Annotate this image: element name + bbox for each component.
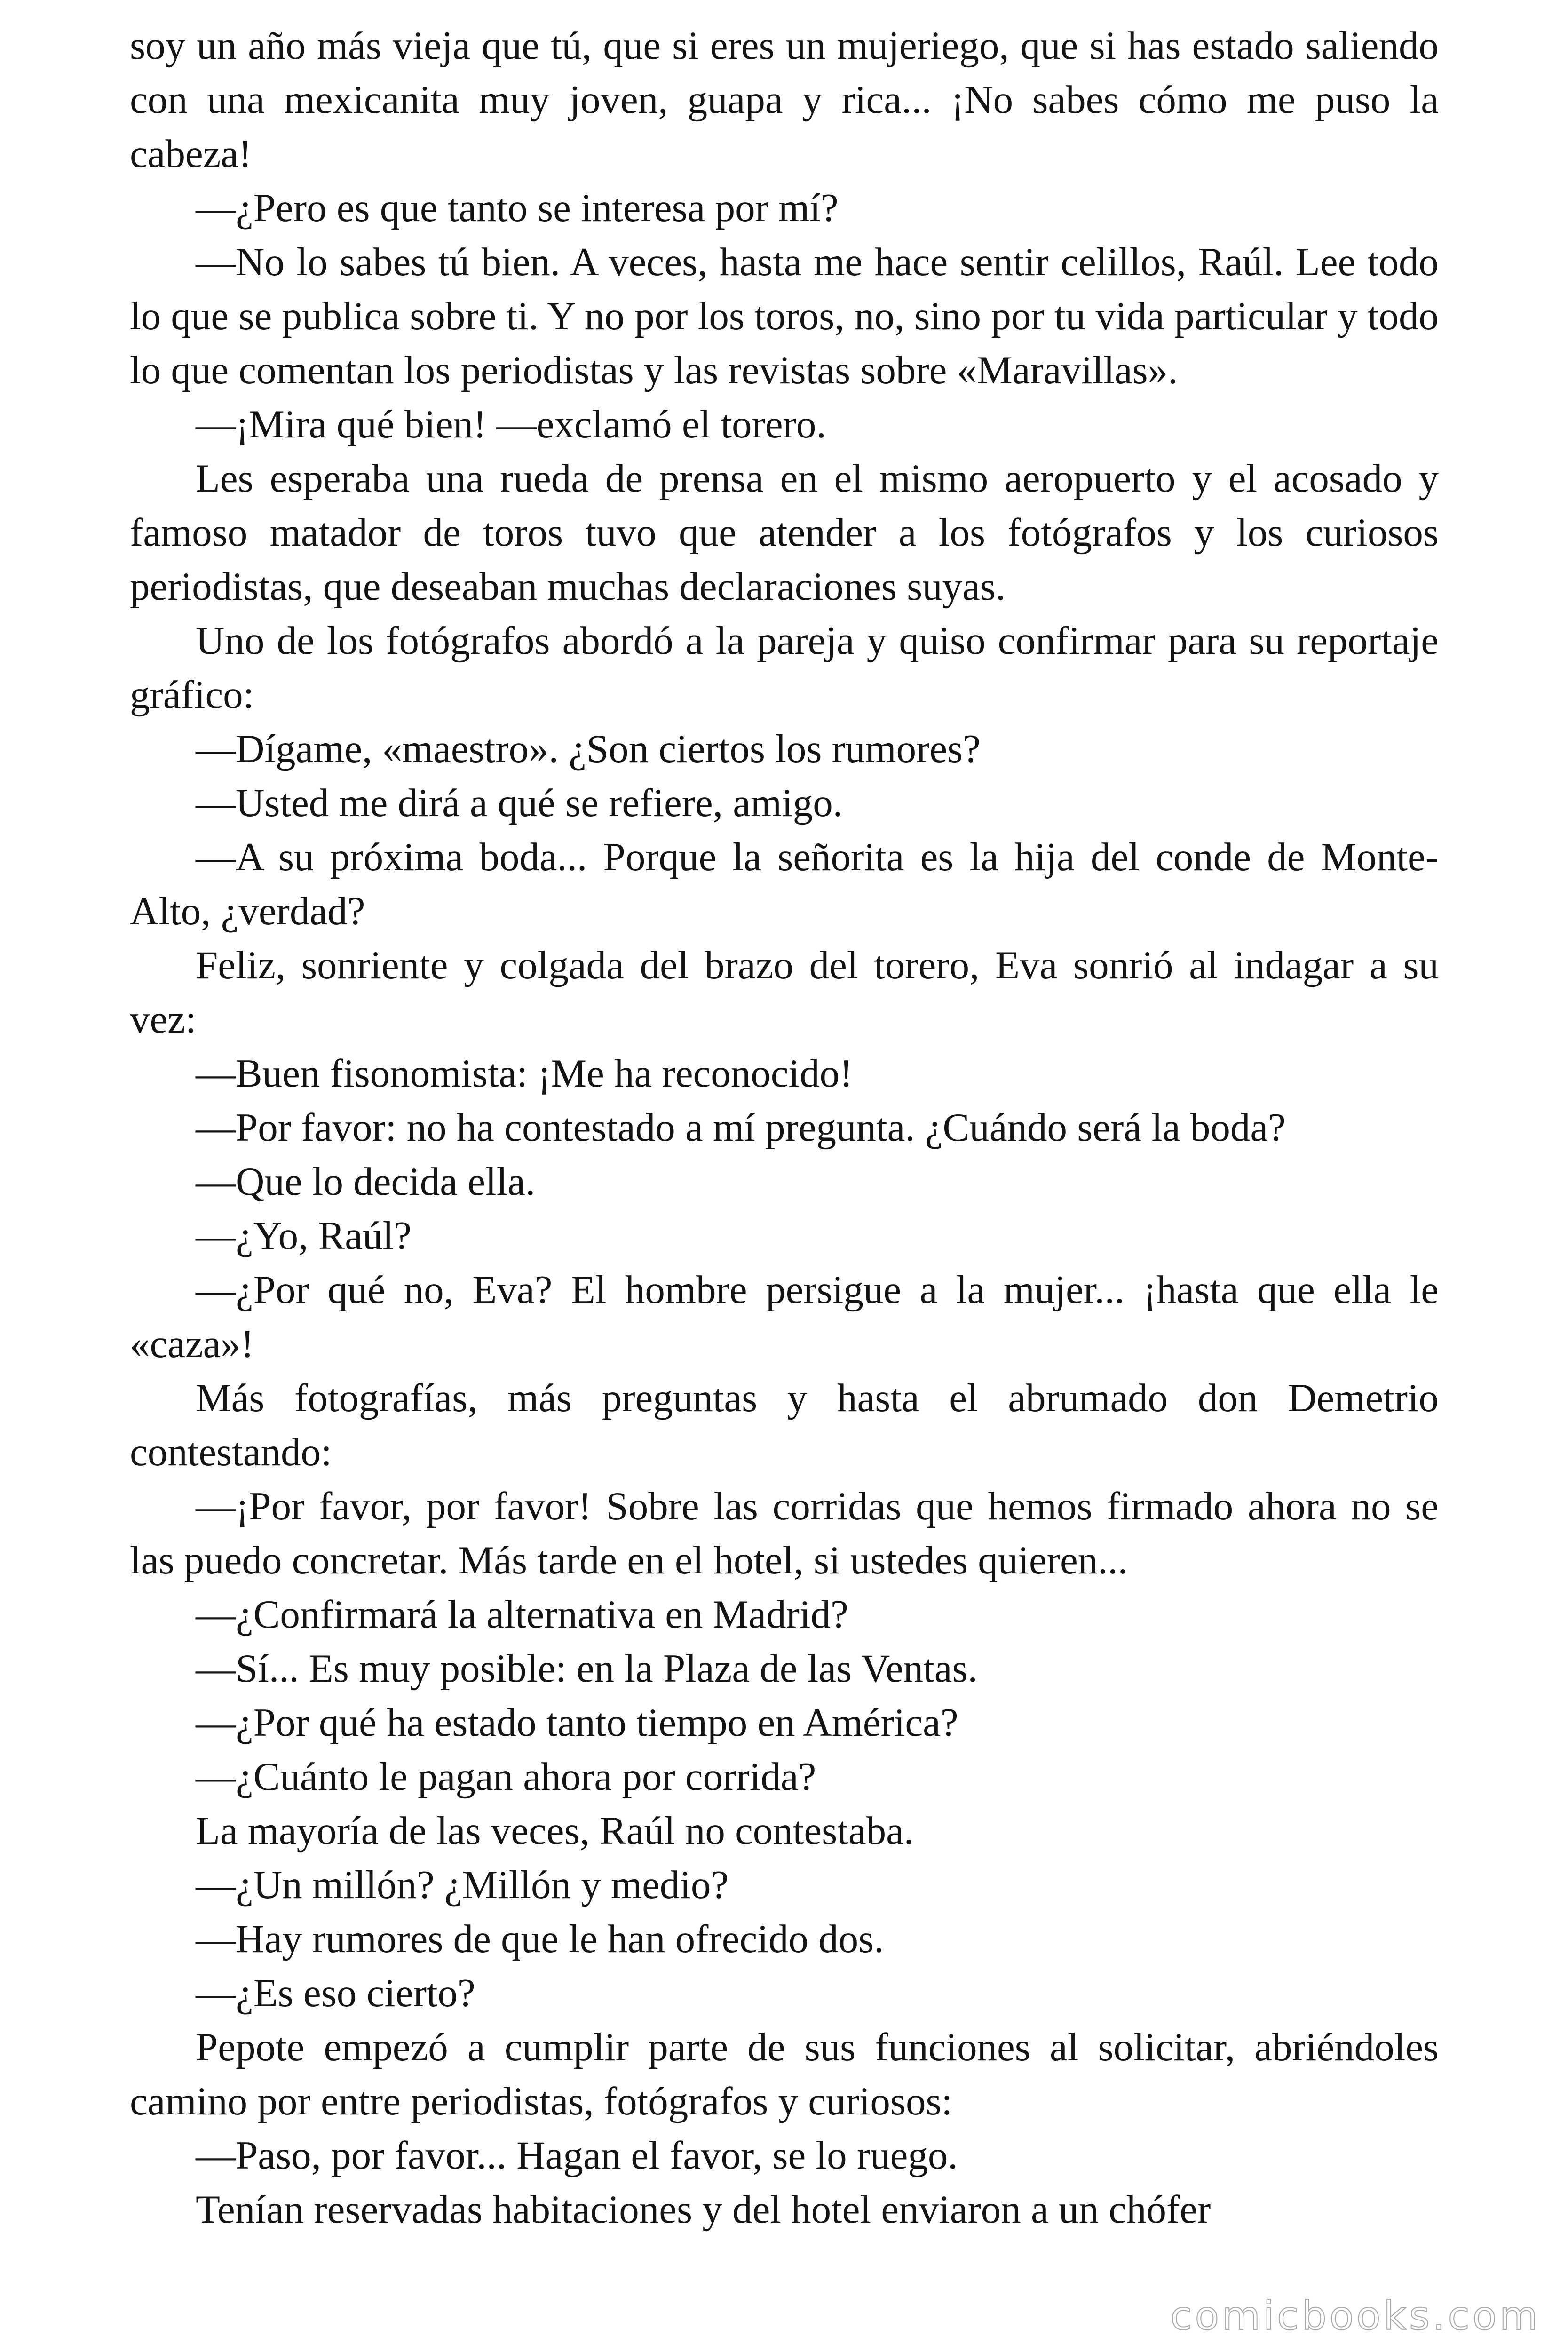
paragraph: —¿Por qué no, Eva? El hombre persigue a la mujer... ¡hasta que ella le «caza»! <box>130 1268 1439 1366</box>
paragraph: Pepote empezó a cumplir parte de sus funciones al solicitar, abriéndoles camino por entre periodistas, fotógrafos y curiosos: <box>130 2025 1439 2123</box>
paragraph: Uno de los fotógrafos abordó a la pareja y quiso confirmar para su reportaje gráfico: <box>130 619 1439 717</box>
paragraph: —¿Por qué ha estado tanto tiempo en América? <box>196 1700 958 1745</box>
paragraph: —¿Es eso cierto? <box>196 1971 475 2015</box>
paragraph: —¿Yo, Raúl? <box>196 1214 412 1258</box>
paragraph: —¡Por favor, por favor! Sobre las corridas que hemos firmado ahora no se las puedo concretar. Más tarde en el hotel, si ustedes quieren... <box>130 1484 1439 1582</box>
paragraph: Feliz, sonriente y colgada del brazo del torero, Eva sonrió al indagar a su vez: <box>130 943 1439 1041</box>
paragraph: Tenían reservadas habitaciones y del hotel enviaron a un chófer <box>196 2187 1211 2232</box>
paragraph: —Hay rumores de que le han ofrecido dos. <box>196 1917 884 1961</box>
paragraph: —Paso, por favor... Hagan el favor, se lo ruego. <box>196 2133 958 2177</box>
paragraph: —No lo sabes tú bien. A veces, hasta me hace sentir celillos, Raúl. Lee todo lo que se publica sobre ti. Y no por los toros, no, sino por tu vida particular y todo lo que comentan los periodistas y las revistas sobre «Maravillas». <box>130 240 1439 392</box>
paragraph: —¿Un millón? ¿Millón y medio? <box>196 1863 729 1907</box>
paragraph: —Que lo decida ella. <box>196 1160 536 1204</box>
paragraph: —Dígame, «maestro». ¿Son ciertos los rumores? <box>196 727 981 771</box>
paragraph: —Buen fisonomista: ¡Me ha reconocido! <box>196 1051 853 1096</box>
paragraph: —¿Pero es que tanto se interesa por mí? <box>196 186 839 230</box>
paragraph: —Por favor: no ha contestado a mí pregunta. ¿Cuándo será la boda? <box>196 1105 1286 1150</box>
paragraph: —Usted me dirá a qué se refiere, amigo. <box>196 781 843 825</box>
paragraph: —¡Mira qué bien! —exclamó el torero. <box>196 402 826 446</box>
paragraph: Les esperaba una rueda de prensa en el mismo aeropuerto y el acosado y famoso matador de toros tuvo que atender a los fotógrafos y los curiosos periodistas, que deseaban muchas declaraciones suyas. <box>130 456 1439 609</box>
paragraph: Más fotografías, más preguntas y hasta el abrumado don Demetrio contestando: <box>130 1376 1439 1474</box>
paragraph: —A su próxima boda... Porque la señorita es la hija del conde de Monte-Alto, ¿verdad? <box>130 835 1439 933</box>
paragraph: —Sí... Es muy posible: en la Plaza de las Ventas. <box>196 1646 978 1691</box>
book-page <box>130 19 1439 2237</box>
paragraph: —¿Cuánto le pagan ahora por corrida? <box>196 1755 816 1799</box>
paragraph: —¿Confirmará la alternativa en Madrid? <box>196 1592 848 1637</box>
paragraph: La mayoría de las veces, Raúl no contestaba. <box>196 1809 914 1853</box>
paragraph: soy un año más vieja que tú, que si eres un mujeriego, que si has estado saliendo con una mexicanita muy joven, guapa y rica... ¡No sabes cómo me puso la cabeza! <box>130 24 1439 176</box>
site-watermark: comicbooks.com <box>1170 2293 1541 2339</box>
